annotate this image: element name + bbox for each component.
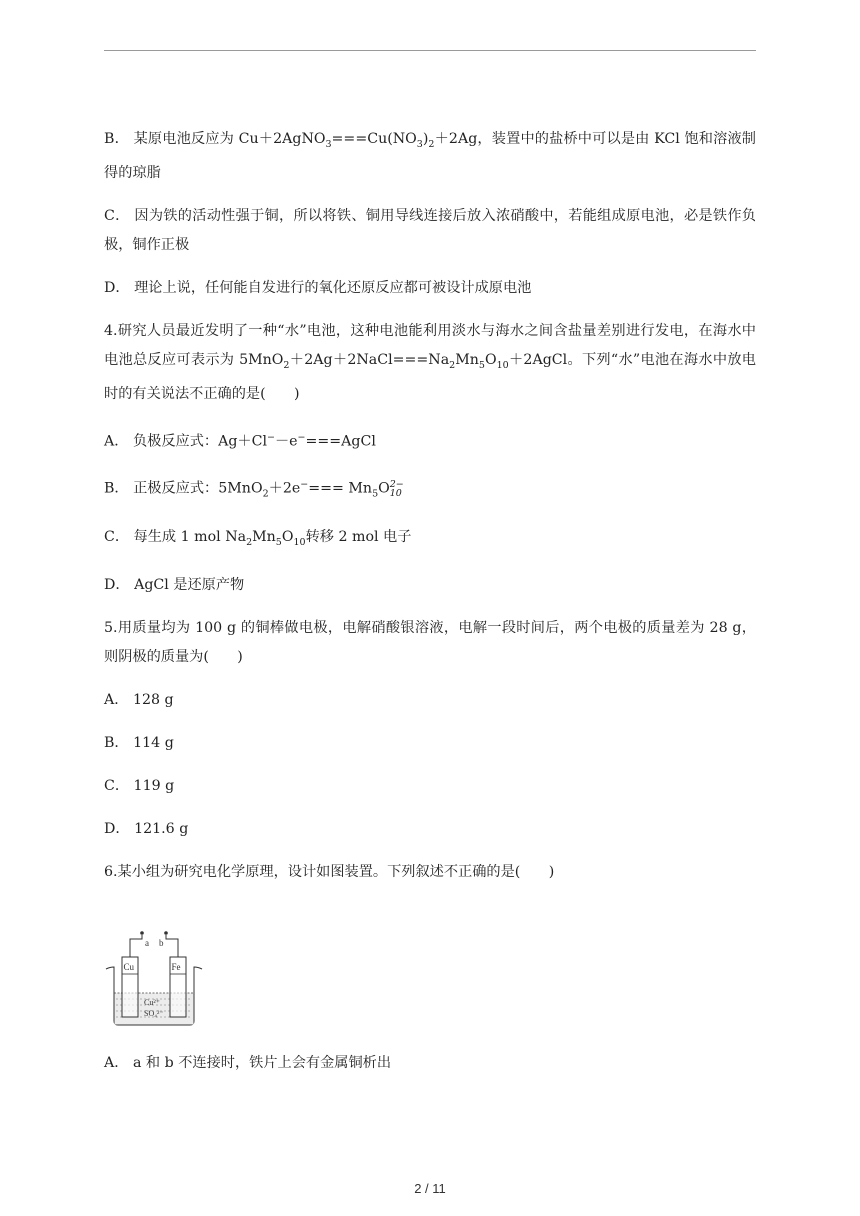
q4-option-b: B． 正极反应式：$5MnO_2+2e^-=== Mn_5O$ 2− 10 bbox=[104, 479, 404, 500]
q5-option-d: D． 121.6 g bbox=[104, 820, 189, 837]
label-sulfate-ion: SO₄²⁻ bbox=[144, 1008, 164, 1018]
page-content bbox=[104, 125, 756, 1078]
q4-stem: 4.研究人员最近发明了一种“水”电池，这种电池能利用淡水与海水之间含盐量差别进行发电，在海水中电池总反应可表示为 $5MnO_2+2Ag+2NaCl===Na_2Mn_5O_{10}+2AgCl$。下列“水”电池在海水中放电时的有关说法不正确的是( ) bbox=[104, 322, 756, 402]
q5-option-b: B． 114 g bbox=[104, 734, 174, 751]
apparatus-diagram bbox=[104, 895, 204, 1027]
q6-stem: 6.某小组为研究电化学原理，设计如图装置。下列叙述不正确的是( ) bbox=[104, 863, 555, 880]
page-number: 2 / 11 bbox=[414, 1181, 446, 1196]
electrolysis-apparatus-figure bbox=[104, 895, 204, 1027]
q3-option-b: B． 某原电池反应为 $Cu+2AgNO_3===Cu(NO_3)_2+2Ag$，装置中的盐桥中可以是由 KCl 饱和溶液制得的琼脂 bbox=[104, 131, 756, 181]
label-fe: Fe bbox=[171, 961, 181, 972]
q5-option-c: C． 119 g bbox=[104, 777, 175, 794]
q3-option-c: C． 因为铁的活动性强于铜，所以将铁、铜用导线连接后放入浓硝酸中，若能组成原电池，必是铁作负极，铜作正极 bbox=[104, 207, 756, 253]
header-rule bbox=[104, 50, 756, 51]
wire-left bbox=[130, 935, 142, 957]
q4-option-a: A． 负极反应式：Ag＋Cl−－e−===AgCl bbox=[104, 431, 376, 450]
terminal-b bbox=[164, 931, 168, 935]
wire-right bbox=[166, 935, 178, 957]
label-cu: Cu bbox=[123, 961, 135, 972]
terminal-a bbox=[140, 931, 144, 935]
q3-option-d: D． 理论上说，任何能自发进行的氧化还原反应都可被设计成原电池 bbox=[104, 279, 532, 296]
label-a: a bbox=[145, 937, 149, 948]
q6-option-a: A． a 和 b 不连接时，铁片上会有金属铜析出 bbox=[104, 1054, 392, 1071]
q5-stem: 5.用质量均为 100 g 的铜棒做电极，电解硝酸银溶液，电解一段时间后，两个电极的质量差为 28 g，则阴极的质量为( ) bbox=[104, 619, 756, 665]
label-cu-ion: Cu²⁺ bbox=[144, 997, 160, 1007]
q5-option-a: A． 128 g bbox=[104, 691, 174, 708]
q4-option-c: C． 每生成 1 mol $Na_2Mn_5O_{10}$转移 2 mol 电子 bbox=[104, 528, 412, 548]
label-b: b bbox=[159, 937, 164, 948]
q4-option-d: D． AgCl 是还原产物 bbox=[104, 576, 245, 593]
